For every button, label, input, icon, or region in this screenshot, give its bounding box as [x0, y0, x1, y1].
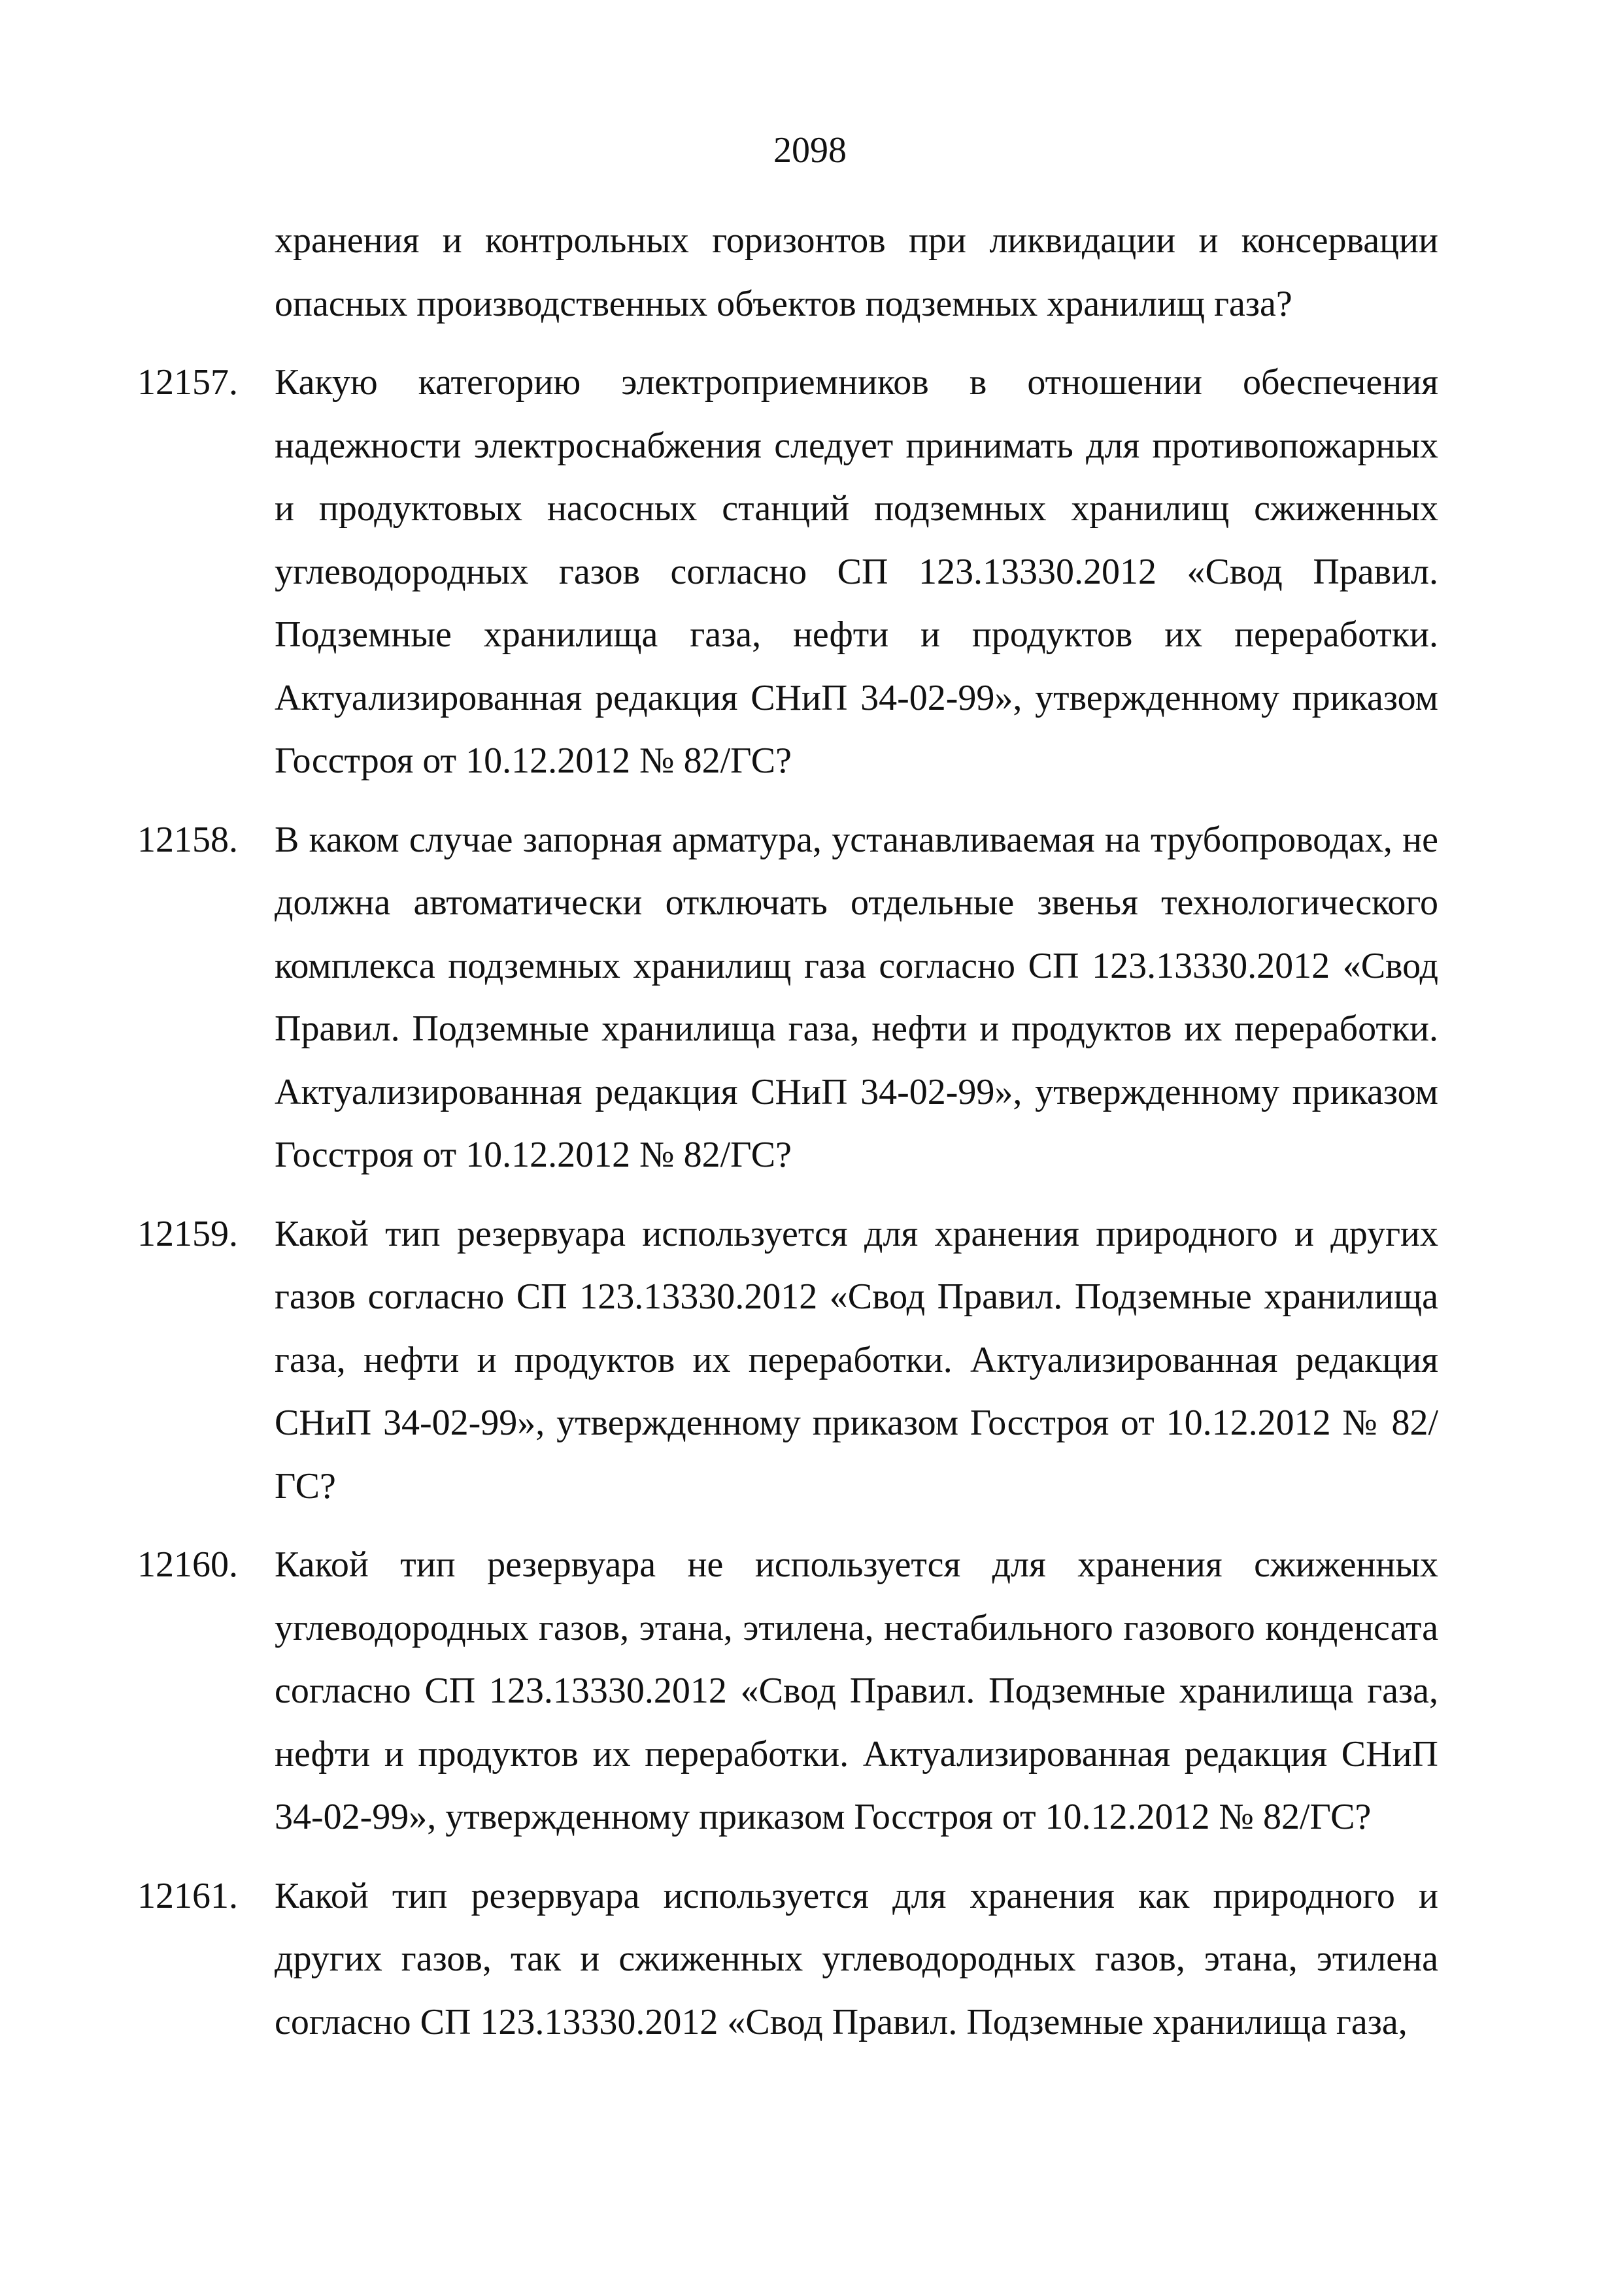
question-text: Какой тип резервуара не используется для хранения сжиженных углеводородных газов, этана, этилена, нестабильного газового конденсата согласно СП 123.13330.2012 «Свод Правил. Подземные хранилища газа, нефти и продуктов их переработки. Актуализированная редакция СНиП 34-02-99», утвержденному приказом Госстроя от 10.12.2012 № 82/ГС? [275, 1544, 1438, 1837]
page-number: 2098 [773, 130, 847, 171]
question-text: В каком случае запорная арматура, устанавливаемая на трубопроводах, не должна автоматически отключать отдельные звенья технологического комплекса подземных хранилищ газа согласно СП 123.13330.2012 «Свод Правил. Подземные хранилища газа, нефти и продуктов их переработки. Актуализированная редакция СНиП 34-02-99», утвержденному приказом Госстроя от 10.12.2012 № 82/ГС? [275, 819, 1438, 1175]
question-item [137, 1865, 1438, 2054]
question-item [137, 351, 1438, 793]
question-number-label: 12157. [137, 362, 238, 403]
question-number-label: 12161. [137, 1875, 238, 1916]
question-item [137, 1203, 1438, 1518]
question-number-label: 12158. [137, 819, 238, 860]
question-text: Какую категорию электроприемников в отношении обеспечения надежности электроснабжения следует принимать для противопожарных и продуктовых насосных станций подземных хранилищ сжиженных углеводородных газов согласно СП 123.13330.2012 «Свод Правил. Подземные хранилища газа, нефти и продуктов их переработки. Актуализированная редакция СНиП 34-02-99», утвержденному приказом Госстроя от 10.12.2012 № 82/ГС? [275, 362, 1438, 781]
question-number-label: 12160. [137, 1544, 238, 1585]
question-number-label: 12159. [137, 1213, 238, 1254]
question-text: Какой тип резервуара используется для хранения природного и других газов согласно СП 123.13330.2012 «Свод Правил. Подземные хранилища газа, нефти и продуктов их переработки. Актуализированная редакция СНиП 34-02-99», утвержденному приказом Госстроя от 10.12.2012 № 82/ГС? [275, 1213, 1438, 1506]
question-text: Какой тип резервуара используется для хранения как природного и других газов, так и сжиженных углеводородных газов, этана, этилена согласно СП 123.13330.2012 «Свод Правил. Подземные хранилища газа, [275, 1875, 1438, 2042]
continuation-text: хранения и контрольных горизонтов при ликвидации и консервации опасных производственных объектов подземных хранилищ газа? [275, 220, 1438, 324]
document-body [137, 209, 1438, 2054]
question-item [137, 808, 1438, 1187]
question-item [137, 1533, 1438, 1849]
